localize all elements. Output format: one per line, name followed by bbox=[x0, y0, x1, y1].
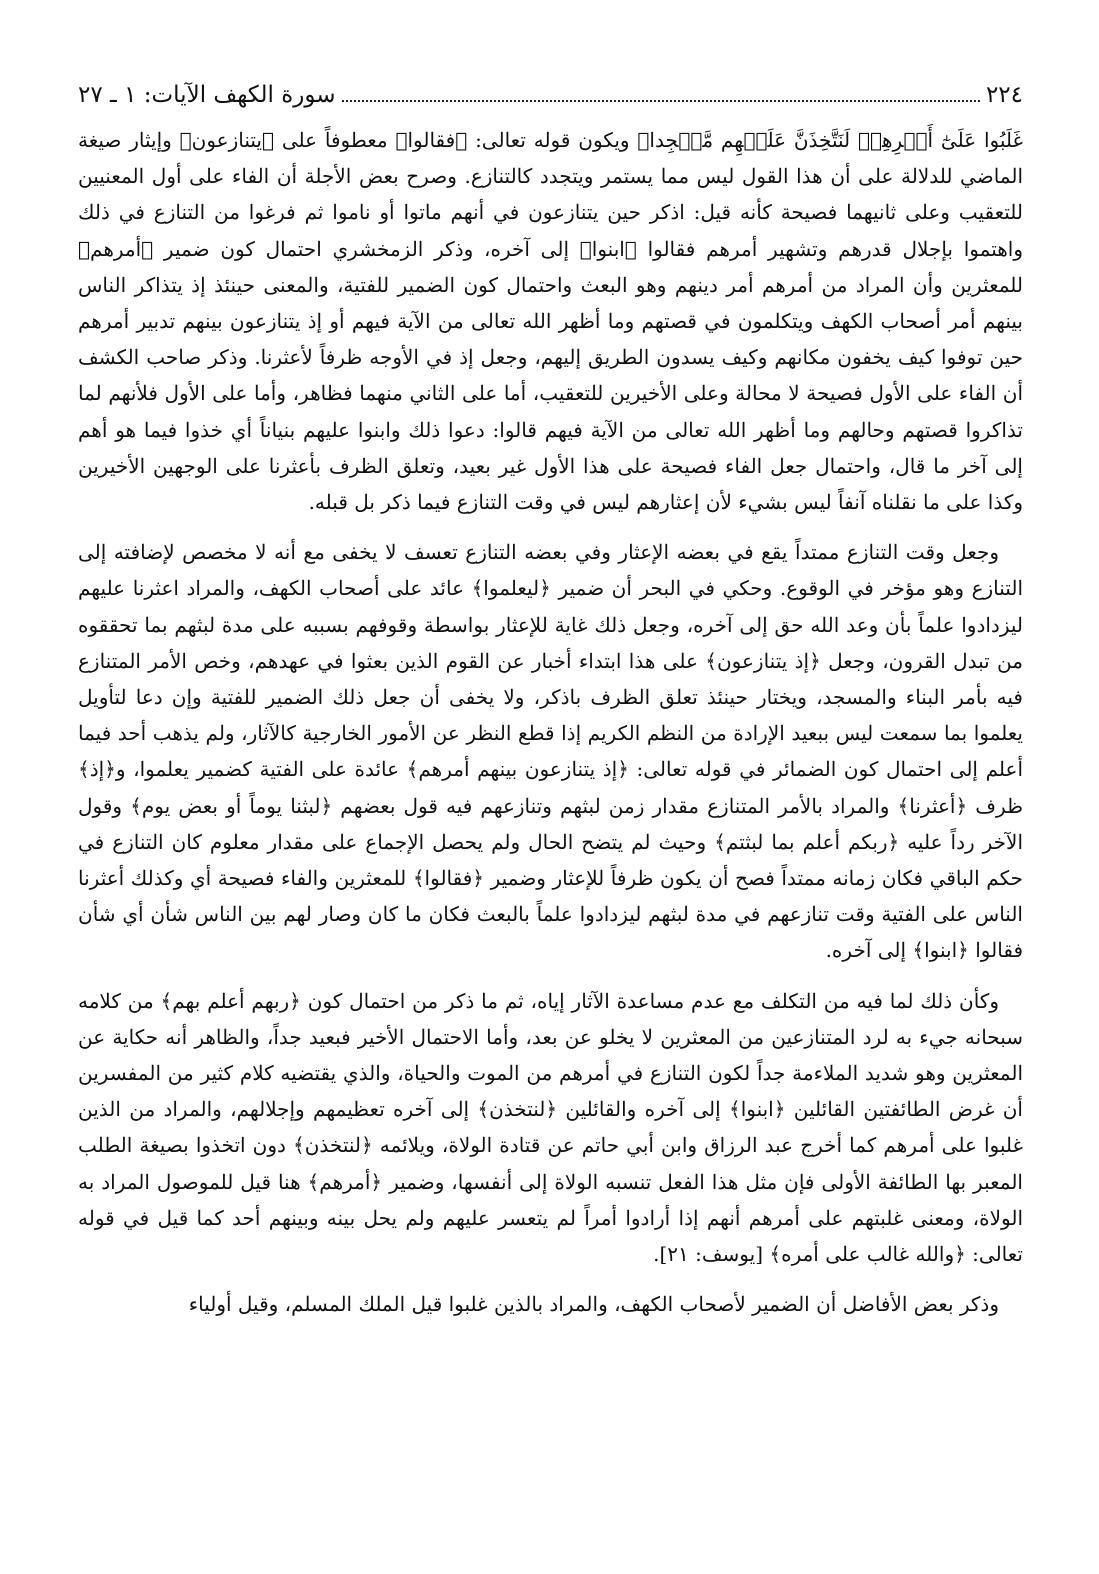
running-title: سورة الكهف الآيات: ١ ـ ٢٧ bbox=[78, 82, 336, 108]
paragraph-4: وذكر بعض الأفاضل أن الضمير لأصحاب الكهف، والمراد بالذين غلبوا قيل الملك المسلم، وقيل أولياء bbox=[188, 1292, 999, 1317]
paragraph-2: وجعل وقت التنازع ممتداً يقع في بعضه الإعثار وفي بعضه التنازع تعسف لا يخفى مع أنه لا مخصص لإضافته إلى التنازع وهو مؤخر في الوقوع. وحكي في البحر أن ضمير ﴿ليعلموا﴾ عائد على أصحاب الكهف، والمراد اعثرنا عليهم ليزدادوا علماً بأن وعد الله حق إلى آخره، وجعل ذلك غاية للإعثار بواسطة وقوفهم بسببه على مدة لبثهم بما تحققوه من تبدل القرون، وجعل ﴿إذ يتنازعون﴾ على هذا ابتداء أخبار عن القوم الذين بعثوا في عهدهم، وخص الأمر المتنازع فيه بأمر البناء والمسجد، ويختار حينئذ تعلق الظرف باذكر، ولا يخفى أن جعل ذلك الضمير للفتية وإن دعا لتأويل يعلموا بما سمعت ليس ببعيد الإرادة من النظم الكريم إذا قطع النظر عن الأمور الخارجية كالآثار، ولم يذهب أحد فيما أعلم إلى احتمال كون الضمائر في قوله تعالى: ﴿إذ يتنازعون بينهم أمرهم﴾ عائدة على الفتية كضمير يعلموا، و﴿إذ﴾ ظرف ﴿أعثرنا﴾ والمراد بالأمر المتنازع مقدار زمن لبثهم وتنازعهم فيه قول بعضهم ﴿لبثنا يوماً أو بعض يوم﴾ وقول الآخر رداً عليه ﴿ربكم أعلم بما لبثتم﴾ وحيث لم يتضح الحال ولم يحصل الإجماع على مقدار معلوم كان التنازع في حكم الباقي فكان زمانه ممتداً فصح أن يكون ظرفاً للإعثار وضمير ﴿فقالوا﴾ للمعثرين والفاء فصيحة أي وكذلك أعثرنا الناس على الفتية وقت تنازعهم في مدة لبثهم ليزدادوا علماً بالبعث فكان ما كان وصار لهم بين الناس شأن أي شأن فقالوا ﴿ابنوا﴾ إلى آخره. bbox=[78, 540, 1023, 963]
header-dotted-leader bbox=[342, 100, 980, 102]
page-number: ٢٢٤ bbox=[985, 82, 1023, 108]
paragraph-1: غَلَبُوا عَلَىٰٓ أَمۡرِهِمۡ لَنَتَّخِذَنَّ عَلَيۡهِم مَّسۡجِدا﴾ ويكون قوله تعالى: ﴿فقالوا﴾ معطوفاً على ﴿يتنازعون﴾ وإيثار صيغة الماضي للدلالة على أن هذا القول ليس مما يستمر ويتجدد كالتنازع. وصرح بعض الأجلة أن الفاء على أول المعنيين للتعقيب وعلى ثانيهما فصيحة كأنه قيل: اذكر حين يتنازعون في أنهم ماتوا أو ناموا ثم فرغوا من التنازع في ذلك واهتموا بإجلال قدرهم وتشهير أمرهم فقالوا ﴿ابنوا﴾ إلى آخره، وذكر الزمخشري احتمال كون ضمير ﴿أمرهم﴾ للمعثرين وأن المراد من أمرهم أمر دينهم وهو البعث واحتمال كون الضمير للفتية، والمعنى حينئذ إذ يتذاكر الناس بينهم أمر أصحاب الكهف ويتكلمون في قصتهم وما أظهر الله تعالى من الآية فيهم أو إذ يتنازعون بينهم تدبير أمرهم حين توفوا كيف يخفون مكانهم وكيف يسدون الطريق إليهم، وجعل إذ في الأوجه ظرفاً لأعثرنا. وذكر صاحب الكشف أن الفاء على الأول فصيحة لا محالة وعلى الأخيرين للتعقيب، أما على الثاني منهما فظاهر، وأما على الأول فلأنهم لما تذاكروا قصتهم وحالهم وما أظهر الله تعالى من الآية فيهم قالوا: دعوا ذلك وابنوا عليهم بنياناً أي خذوا فيما هو أهم إلى آخر ما قال، واحتمال جعل الفاء فصيحة على هذا الأول غير بعيد، وتعلق الظرف بأعثرنا على الوجهين الأخيرين وكذا على ما نقلناه آنفاً ليس بشيء لأن إعثارهم ليس في وقت التنازع فيما ذكر بل قبله. bbox=[78, 128, 1023, 515]
page-body bbox=[78, 122, 1023, 1323]
paragraph-3: وكأن ذلك لما فيه من التكلف مع عدم مساعدة الآثار إياه، ثم ما ذكر من احتمال كون ﴿ربهم أعلم بهم﴾ من كلامه سبحانه جيء به لرد المتنازعين من المعثرين لا يخلو عن بعد، وأما الاحتمال الأخير فبعيد جداً، والظاهر أنه حكاية عن المعثرين وهو شديد الملاءمة جداً لكون التنازع في أمرهم من الموت والحياة، والذي يقتضيه كلام كثير من المفسرين أن غرض الطائفتين القائلين ﴿ابنوا﴾ إلى آخره والقائلين ﴿لنتخذن﴾ إلى آخره تعظيمهم وإجلالهم، والمراد من الذين غلبوا على أمرهم كما أخرج عبد الرزاق وابن أبي حاتم عن قتادة الولاة، ويلائمه ﴿لنتخذن﴾ دون اتخذوا بصيغة الطلب المعبر بها الطائفة الأولى فإن مثل هذا الفعل تنسبه الولاة إلى أنفسها، وضمير ﴿أمرهم﴾ هنا قيل للموصول المراد به الولاة، ومعنى غلبتهم على أمرهم أنهم إذا أرادوا أمراً لم يتعسر عليهم ولم يحل بينه وبينهم أحد كما قيل في قوله تعالى: ﴿والله غالب على أمره﴾ [يوسف: ٢١]. bbox=[78, 988, 1023, 1267]
book-page bbox=[78, 82, 1023, 1323]
page-header bbox=[78, 82, 1023, 116]
